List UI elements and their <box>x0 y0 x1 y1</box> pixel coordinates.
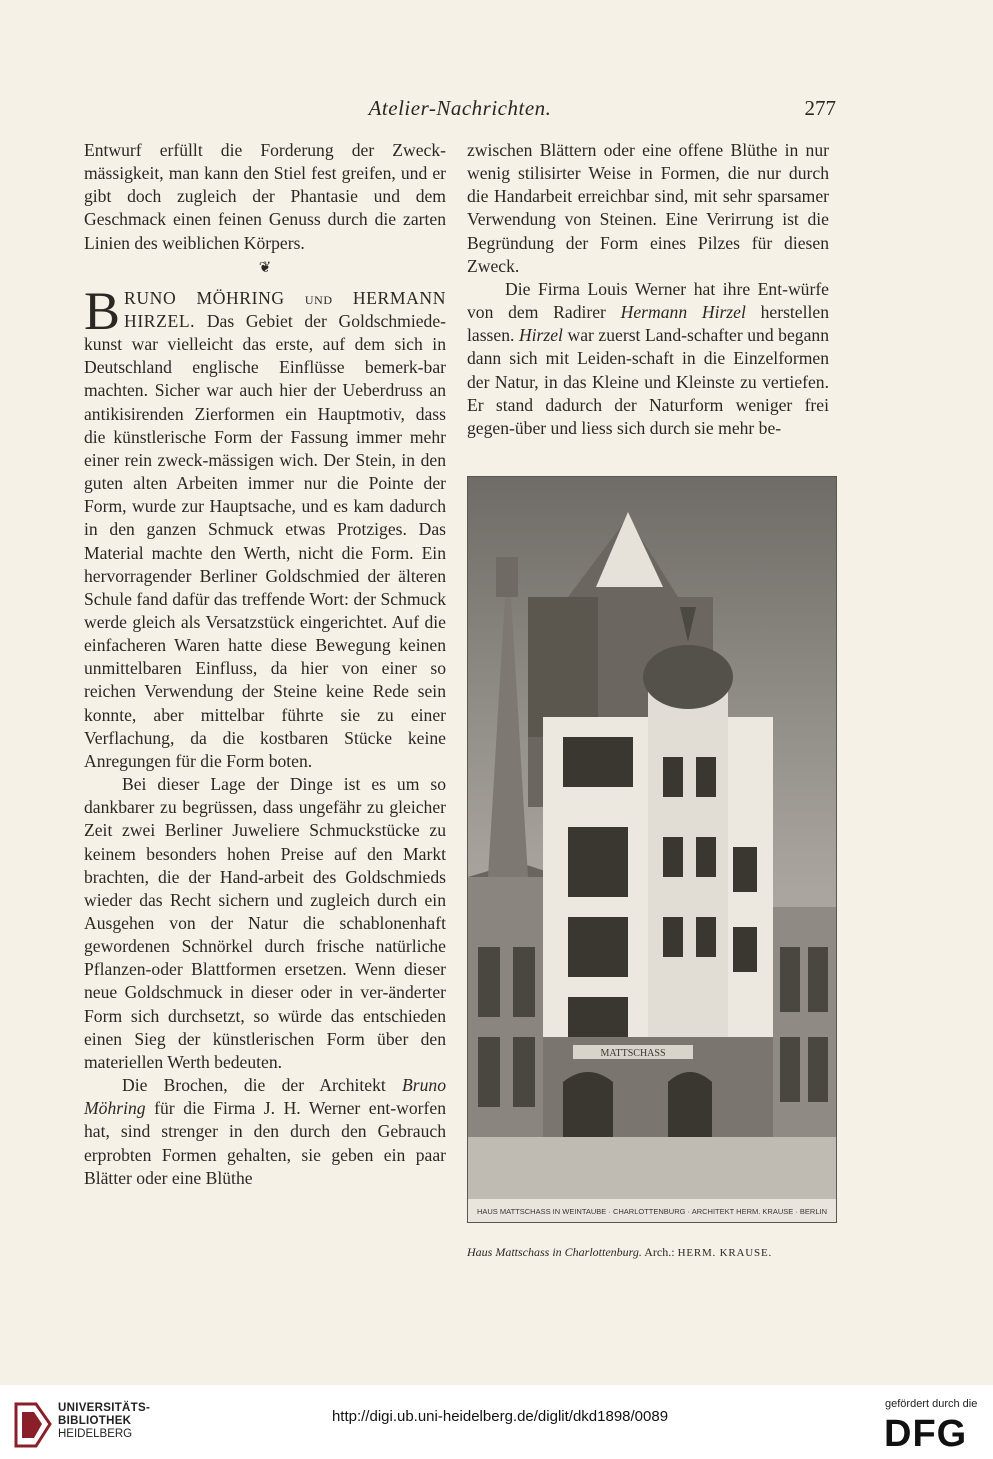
library-line: BIBLIOTHEK <box>58 1415 132 1427</box>
person-name: Hermann Hirzel <box>620 302 746 323</box>
paragraph-juweliere: Bei dieser Lage der Dinge ist es um so dankbarer zu begrüssen, dass ungefähr zu gleicher Zeit zwei Berliner Juweliere Schmuckstücke zu keinem besonders hohen Preise auf den Markt brachten, die der Hand-arbeit des Goldschmieds wieder das Recht sichern und zugleich durch ein Ausgehen von der Natur die schablonenhaft gewordenen Schnörkel durch frische natürliche Pflanzen-oder Blattformen ersetzen. Wenn dieser neue Goldschmuck in dieser oder in ver-änderter Form sich durchsetzt, so würde das entschieden einen Sieg der künstlerischen Form über den materiellen Werth bedeuten. <box>84 774 446 1072</box>
caption-label: Arch.: <box>641 1245 678 1259</box>
dfg-logo: DFG <box>884 1413 968 1455</box>
text-span: war zuerst Land-schafter und begann dann sich mit Leiden-schaft in die Einzelformen der Natur, in das Kleine und Kleinste zu vertiefen. Er stand dadurch der Naturform weniger frei gegen-über und liess sich durch sie mehr be- <box>467 325 829 438</box>
paragraph-text: Das Gebiet der Goldschmiede-kunst war vielleicht das erste, auf dem sich in Deutschland englische Einflüsse bemerk-bar machten. Sicher war auch hier der Ueberdruss an antikisirenden Zierformen ein Hauptmotiv, dass die künstlerische Form der Fassung immer mehr einer rein zweck-mässigen wich. Der Stein, in den guten alten Arbeiten immer nur die Pointe der Form, wurde zur Hauptsache, und es kam dadurch in den ganzen Schmuck etwas Protziges. Das Material machte den Werth, nicht die Form. Ein hervorragender Berliner Goldschmied der älteren Schule fand dafür das treffende Wort: der Schmuck werde gleich als Versatzstück eingerichtet. Auf die einfacheren Waren hatte diese Bewegung keinen unmittelbaren Einfluss, da hier von einer so reichen Verwendung der Steine keine Rede sein konnte, aber mittelbar führte sie zu einer Verflachung, da die kostbaren Stücke keine Anregungen für die Form boten. <box>84 310 446 771</box>
person-name: Hirzel <box>518 325 563 346</box>
right-column <box>467 139 829 440</box>
section-names: RUNO MÖHRING und HERMANN HIRZEL. <box>124 287 446 331</box>
library-line: UNIVERSITÄTS- <box>58 1402 151 1414</box>
library-name <box>58 1402 150 1441</box>
paragraph-continuation: Entwurf erfüllt die Forderung der Zweck-mässigkeit, man kann den Stiel fest greifen, und er gibt doch zugleich der Phantasie und dem Geschmack einen feinen Genuss durch die zarten Linien des weiblichen Körpers. <box>84 140 446 253</box>
drop-cap: B <box>84 280 121 341</box>
inscription: HAUS MATTSCHASS IN WEINTAUBE · CHARLOTTENBURG · ARCHITEKT HERM. KRAUSE · BERLIN <box>476 1207 828 1216</box>
paragraph-brochen <box>84 1074 446 1190</box>
shop-sign: MATTSCHASS <box>600 1048 666 1059</box>
funding-label: gefördert durch die <box>885 1398 978 1410</box>
library-line: HEIDELBERG <box>58 1428 133 1440</box>
page-number: 277 <box>804 96 836 120</box>
permalink[interactable]: http://digi.ub.uni-heidelberg.de/diglit/dkd1898/0089 <box>331 1408 669 1425</box>
figure-caption <box>467 1245 837 1260</box>
paragraph-louis-werner <box>467 278 829 440</box>
house-drawing <box>468 477 836 1222</box>
caption-title: Haus Mattschass in Charlottenburg. <box>467 1245 642 1259</box>
running-head: Atelier-Nachrichten. <box>368 96 552 120</box>
caption-architect: HERM. KRAUSE. <box>677 1247 773 1259</box>
building-illustration <box>467 476 837 1223</box>
text-span: Die Brochen, die der Architekt <box>122 1075 403 1096</box>
left-column <box>84 139 446 1190</box>
paragraph-continuation: zwischen Blättern oder eine offene Blüthe in nur wenig stilisirter Weise in Formen, die nur durch die Handarbeit erreichbar sind, mit sehr sparsamer Verwendung von Steinen. Eine Verirrung ist die Begründung der Form eines Pilzes für diesen Zweck. <box>467 140 829 276</box>
leaf-ornament-icon: ❦ <box>258 259 272 276</box>
paragraph-moehring-hirzel <box>84 280 446 773</box>
person-name: Bruno Möhring <box>84 1075 446 1119</box>
text-span: Die Firma Louis Werner hat ihre Ent-würfe von dem Radirer <box>467 278 829 323</box>
text-span: herstellen lassen. <box>467 302 829 346</box>
university-seal-icon <box>12 1400 54 1450</box>
text-span: für die Firma J. H. Werner ent-worfen hat, sind strenger in den durch den Gebrauch erprobten Formen gehalten, sie geben ein paar Blätter oder eine Blüthe <box>84 1098 446 1188</box>
